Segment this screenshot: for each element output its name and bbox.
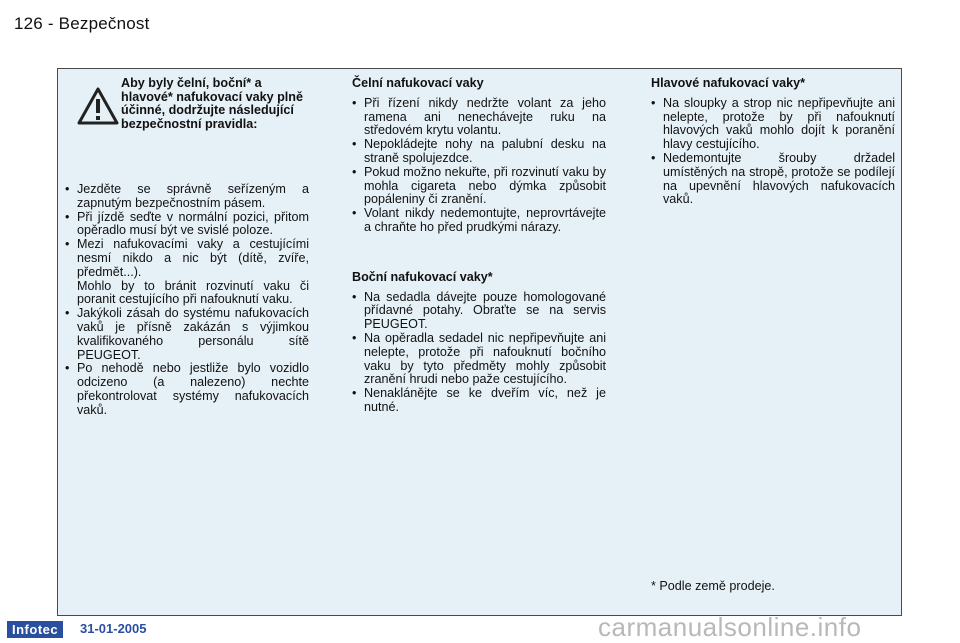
warning-block [65,77,309,167]
list-item [65,307,309,362]
list-item [352,291,606,332]
list-item [651,152,895,207]
column-3 [651,77,895,207]
section-heading-side-airbags: Boční nafukovací vaky* [352,269,493,284]
list-item-text: Na opěradla sedadel nic nepřipevňujte ani nelepte, protože při nafouknutí bočního vaku by tyto předměty mohly způsobit zranění hrudi nebo paže cestujícího. [364,330,606,387]
list-item-text: Mezi nafukovacími vaky a cestujícími nesmí nikdo a nic být (dítě, zvíře, předmět...). [77,237,309,279]
list-item [65,238,309,307]
side-airbags-list [352,291,606,415]
list-item [352,332,606,387]
warning-triangle-icon [77,87,119,125]
list-item [352,166,606,207]
head-airbags-list [651,97,895,207]
list-item [65,183,309,211]
page-title: 126 - Bezpečnost [14,14,150,33]
list-item [65,362,309,417]
list-item [65,211,309,239]
list-item-text: Pokud možno nekuřte, při rozvinutí vaku by mohla cigareta nebo dýmka způsobit popáleniny či zranění. [364,164,606,207]
list-item-text: Jezděte se správně seřízeným a zapnutým bezpečnostním pásem. [77,182,309,210]
footer-date: 31-01-2005 [80,621,147,636]
list-item-text: Při jízdě seďte v normální pozici, přitom opěradlo musí být ve svislé poloze. [77,209,309,238]
list-item-text: Nedemontujte šrouby držadel umístěných na stropě, protože se podílejí na upevnění hlavových nafukovacích vaků. [663,150,895,207]
section-heading-front-airbags: Čelní nafukovací vaky [352,76,484,90]
content-panel [57,68,902,616]
list-item-text: Nenaklánějte se ke dveřím víc, než je nutné. [364,386,606,414]
warning-text: Aby byly čelní, boční* a hlavové* nafukovací vaky plně účinné, dodržujte následující bezpečnostní pravidla: [121,76,303,131]
front-airbags-list [352,97,606,235]
infotec-logo: Infotec [7,621,63,638]
safety-rules-list [65,183,309,418]
list-item [352,387,606,415]
list-item [651,97,895,152]
list-item-continuation: Mohlo by to bránit rozvinutí vaku či poranit cestujícího při nafouknutí vaku. [77,278,309,307]
column-1 [65,77,309,418]
footnote: * Podle země prodeje. [651,579,775,593]
list-item-text: Na sedadla dávejte pouze homologované přídavné potahy. Obraťte se na servis PEUGEOT. [364,289,606,332]
list-item [352,97,606,138]
list-item-text: Po nehodě nebo jestliže bylo vozidlo odcizeno (a nalezeno) nechte překontrolovat systémy nafukovacích vaků. [77,361,309,417]
list-item-text: Nepokládejte nohy na palubní desku na straně spolujezdce. [364,137,606,165]
column-2 [352,77,606,415]
section-heading-head-airbags: Hlavové nafukovací vaky* [651,76,806,90]
list-item-text: Na sloupky a strop nic nepřipevňujte ani nelepte, protože by při nafouknutí hlavových vaků mohlo dojít k poranění hlavy cestujícího. [663,95,895,152]
side-airbags-section [352,271,606,415]
watermark: carmanualsonline.info [598,612,862,642]
list-item-text: Při řízení nikdy nedržte volant za jeho ramena ani nenechávejte ruku na středovém krytu volantu. [364,95,606,138]
list-item-text: Jakýkoli zásah do systému nafukovacích vaků je přísně zakázán s výjimkou kvalifikovaného personálu sítě PEUGEOT. [77,306,309,362]
list-item [352,138,606,166]
list-item-text: Volant nikdy nedemontujte, neprovrtávejte a chraňte ho před prudkými nárazy. [364,206,606,234]
list-item [352,207,606,235]
